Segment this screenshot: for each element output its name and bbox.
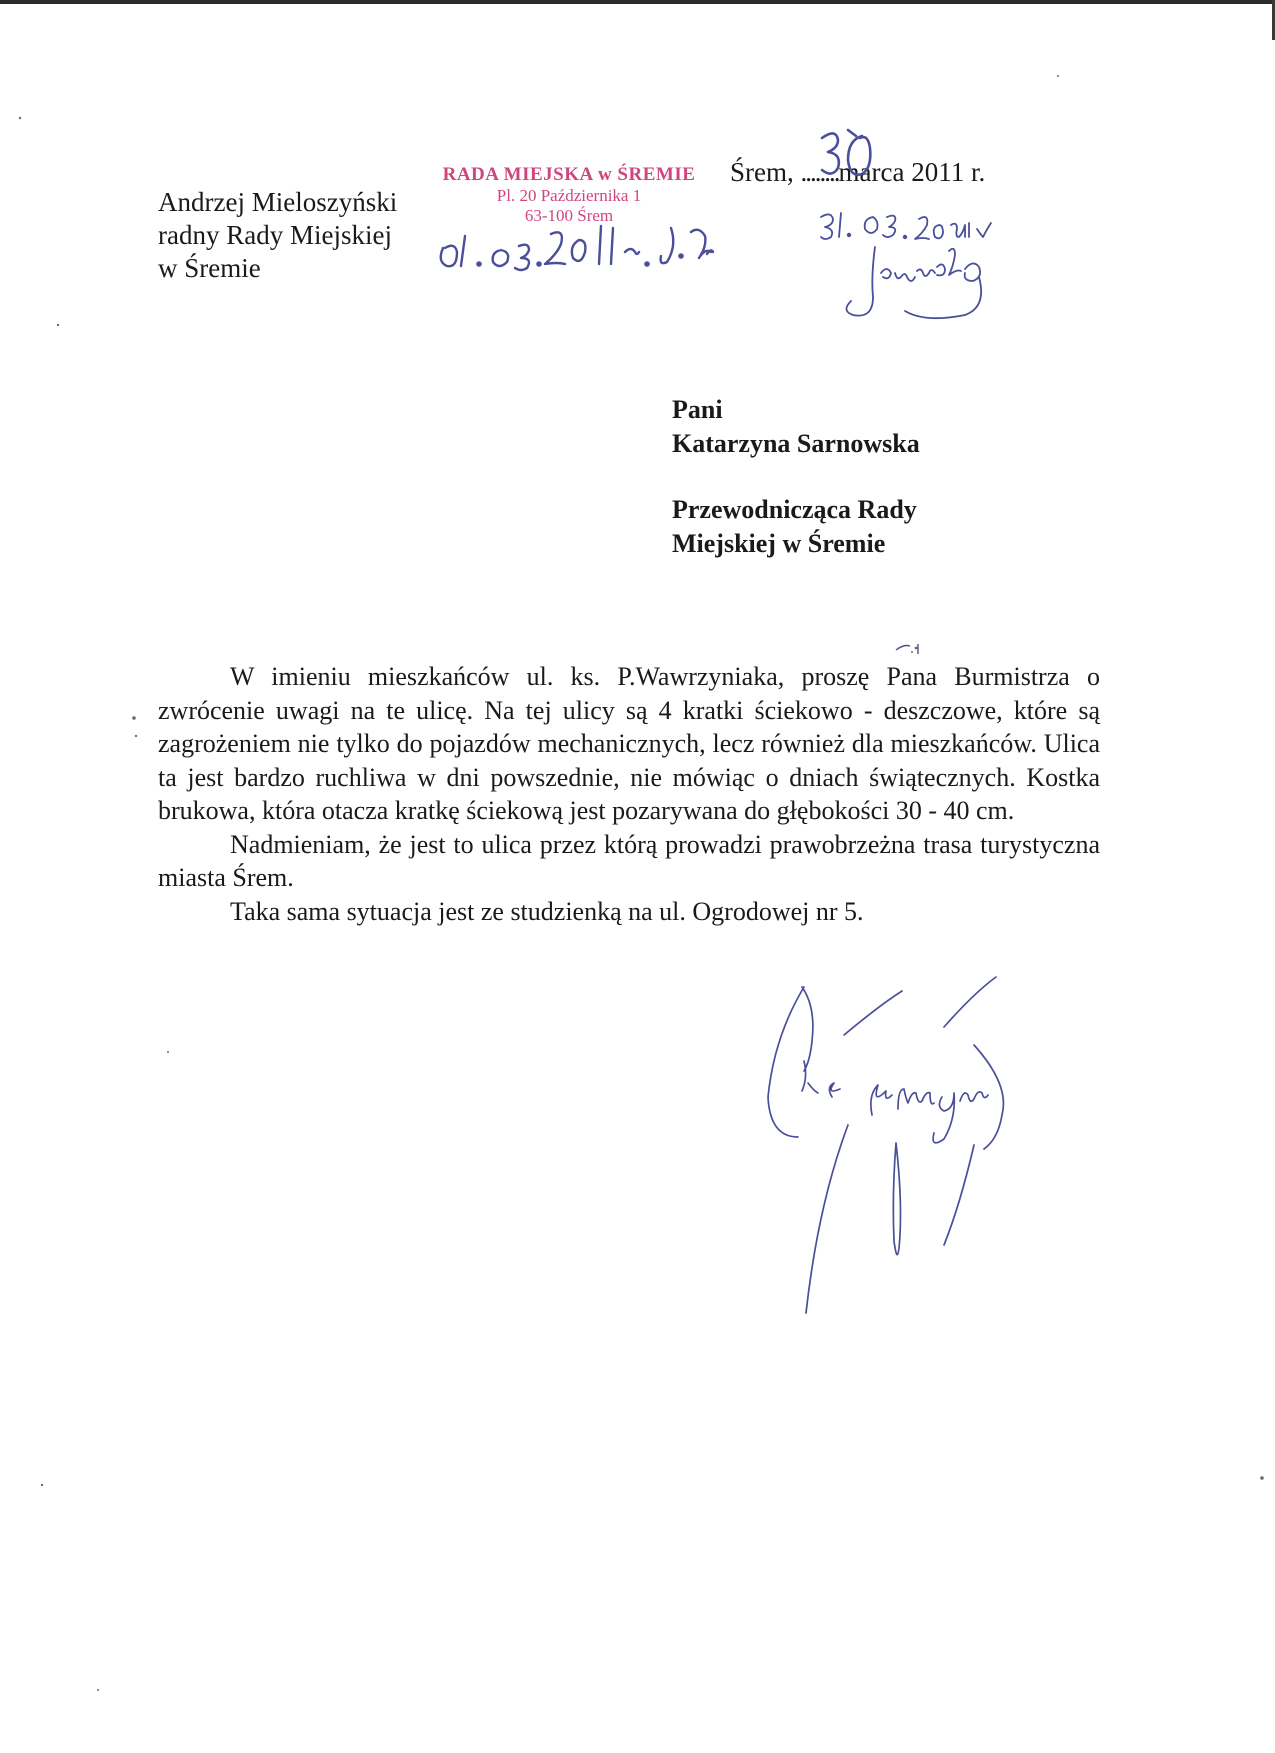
body-paragraph-1: W imieniu mieszkańców ul. ks. P.Wawrzyniaka, proszę Pana Burmistrza o zwrócenie uwagi na te ulicę. Na tej ulicy są 4 kratki ściekowo - deszczowe, które są zagrożeniem nie tylko do pojazdów mechanicznych, lecz również dla mieszkańców. Ulica ta jest bardzo ruchliwa w dni powszednie, nie mówiąc o dniach świątecznych. Kostka brukowa, która otacza kratkę ściekową jest pozarywana do głębokości 30 - 40 cm. [158,662,1100,825]
author-signature [742,975,1092,1315]
stamp-street: Pl. 20 Października 1 [496,186,642,205]
stamp-city: 63-100 Śrem [524,206,614,225]
letter-body [158,660,1100,928]
scan-top-edge [0,0,1275,4]
recipient-block [672,393,920,561]
recipient-title-line2: Miejskiej w Śremie [672,529,886,558]
recipient-spacer [672,461,920,493]
body-paragraph-3: Taka sama sytuacja jest ze studzienką na ul. Ogrodowej nr 5. [230,896,864,926]
sender-name: Andrzej Mieloszyński [158,187,398,217]
recipient-salutation: Pani [672,395,723,424]
stamp-handwritten-date [435,214,735,274]
date-day-dots: ........ [800,157,839,187]
sender-place: w Śremie [158,253,261,283]
recipient-title-line1: Przewodnicząca Rady [672,495,917,524]
body-paragraph-2: Nadmieniam, że jest to ulica przez którą prowadzi prawobrzeżna trasa turystyczna miasta Śrem. [158,829,1100,892]
date-rest: marca 2011 r. [838,157,986,187]
stamp-title: RADA MIEJSKA w ŚREMIE [442,164,696,185]
received-note [815,203,1030,343]
recipient-name: Katarzyna Sarnowska [672,429,920,458]
date-city: Śrem, [730,157,794,187]
sender-role: radny Rady Miejskiej [158,220,392,250]
sender-block [158,186,397,285]
handwritten-day [816,124,886,194]
